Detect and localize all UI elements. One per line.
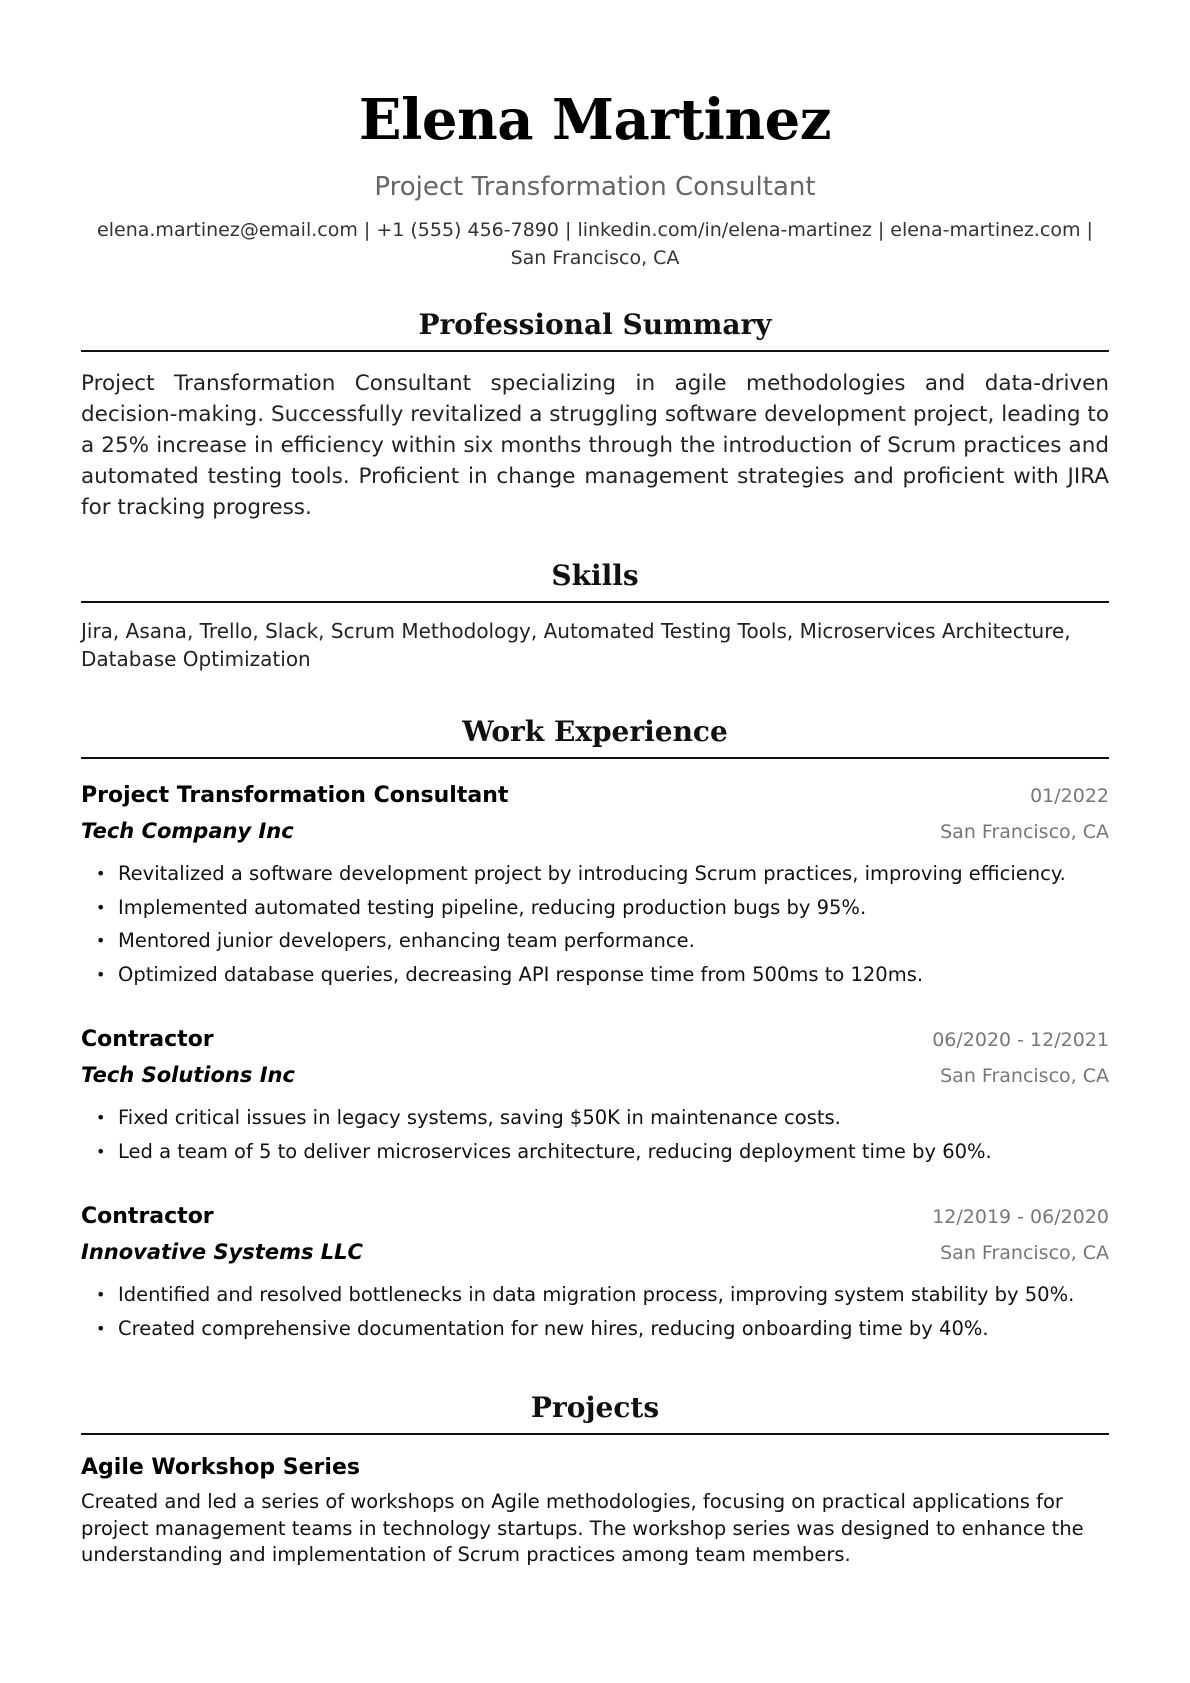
job-title: Project Transformation Consultant [81,783,509,808]
contact-info: elena.martinez@email.com | +1 (555) 456-7890 | linkedin.com/in/elena-martinez | elena-martinez.com | San Francisco, CA [97,219,1093,269]
experience-section [81,713,1109,1345]
job-bullet-text: Optimized database queries, decreasing API response time from 500ms to 120ms. [118,962,924,986]
project-title: Agile Workshop Series [81,1455,360,1480]
job-bullet-text: Implemented automated testing pipeline, reducing production bugs by 95%. [118,895,867,919]
job-header-row [81,1023,1109,1057]
job-location: San Francisco, CA [940,821,1109,843]
job-bullets [81,1101,1109,1168]
job-company: Tech Solutions Inc [81,1063,295,1087]
job-title: Contractor [81,1204,214,1229]
candidate-title: Project Transformation Consultant [374,172,816,202]
job-date: 12/2019 - 06/2020 [932,1206,1109,1228]
projects-heading: Projects [81,1389,1109,1435]
job-bullets [81,857,1109,991]
job-bullet-text: Mentored junior developers, enhancing team performance. [118,929,695,952]
bullet-dot-icon: • [96,931,106,950]
job-bullets [81,1278,1109,1345]
project-description: Created and led a series of workshops on Agile methodologies, focusing on practical applications for project management teams in technology startups. The workshop series was designed to enhance the understanding and implementation of Scrum practices among team members. [81,1490,1084,1566]
job-company-row [81,813,1109,849]
job-header-row [81,1200,1109,1234]
job-bullet-text: Created comprehensive documentation for new hires, reducing onboarding time by 40%. [118,1316,989,1340]
resume-header [81,0,1109,272]
candidate-name: Elena Martinez [358,87,832,153]
summary-heading: Professional Summary [81,306,1109,352]
skills-heading: Skills [81,557,1109,603]
job-bullet [81,1135,1109,1169]
bullet-dot-icon: • [96,1141,106,1161]
job-bullet [81,1312,1109,1346]
projects-section [81,1389,1109,1569]
bullet-dot-icon: • [96,1108,106,1127]
job-location: San Francisco, CA [940,1242,1109,1264]
bullet-dot-icon: • [96,1318,106,1338]
job-company: Innovative Systems LLC [81,1240,363,1264]
bullet-dot-icon: • [96,1285,106,1304]
job-date: 06/2020 - 12/2021 [932,1029,1109,1051]
job-company: Tech Company Inc [81,819,294,843]
bullet-dot-icon: • [96,897,106,917]
job-bullet-text: Led a team of 5 to deliver microservices architecture, reducing deployment time by 60%. [118,1139,992,1163]
job-bullet-text: Fixed critical issues in legacy systems, saving $50K in maintenance costs. [118,1106,841,1129]
job-entry [81,1200,1109,1345]
job-location: San Francisco, CA [940,1065,1109,1087]
job-date: 01/2022 [1030,785,1109,807]
job-entry [81,1023,1109,1168]
skills-text: Jira, Asana, Trello, Slack, Scrum Methodology, Automated Testing Tools, Microservices Architecture, Database Optimization [81,619,1071,671]
job-entry [81,779,1109,991]
bullet-dot-icon: • [96,864,106,883]
job-bullet-text: Revitalized a software development project by introducing Scrum practices, improving efficiency. [118,862,1066,885]
job-bullet [81,857,1109,891]
job-company-row [81,1057,1109,1093]
bullet-dot-icon: • [96,964,106,984]
job-bullet [81,924,1109,958]
summary-text: Project Transformation Consultant specializing in agile methodologies and data-driven decision-making. Successfully revitalized a struggling software development project, leading to a 25% increase in efficiency within six months through the introduction of Scrum practices and automated testing tools. Proficient in change management strategies and proficient with JIRA for tracking progress. [81,371,1109,520]
job-bullet [81,1278,1109,1312]
job-bullet-text: Identified and resolved bottlenecks in data migration process, improving system stability by 50%. [118,1283,1075,1306]
experience-heading: Work Experience [81,713,1109,759]
skills-section [81,557,1109,673]
job-company-row [81,1234,1109,1270]
summary-section [81,306,1109,523]
job-bullet [81,891,1109,925]
job-bullet [81,958,1109,992]
job-header-row [81,779,1109,813]
job-bullet [81,1101,1109,1135]
job-title: Contractor [81,1027,214,1052]
